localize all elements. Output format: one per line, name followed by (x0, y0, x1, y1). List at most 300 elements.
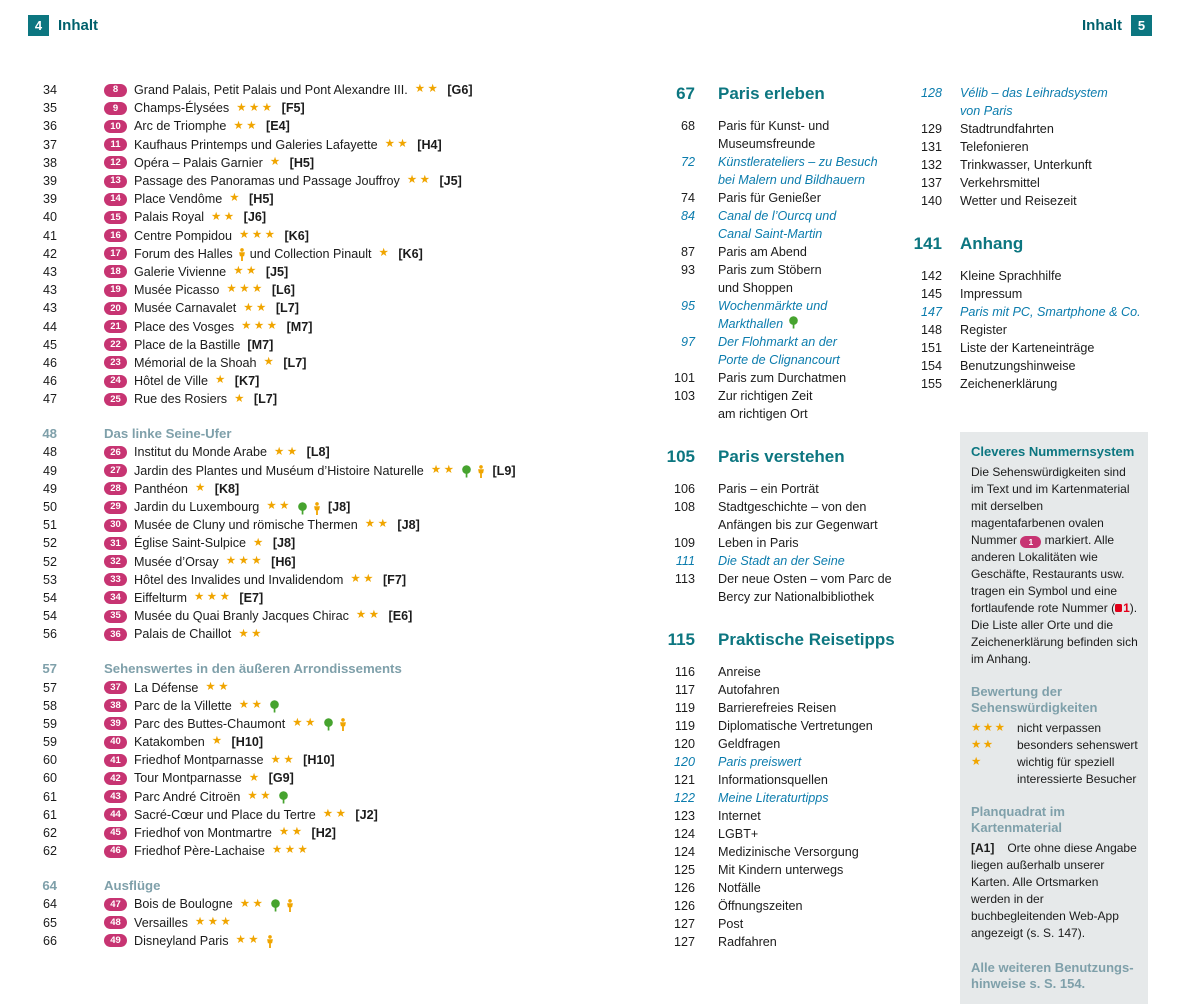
entry-page: 43 (42, 264, 57, 279)
entry-title: Post (718, 917, 744, 931)
toc-entry (35, 697, 660, 715)
entry-page: 43 (42, 301, 57, 316)
chapter-heading (662, 630, 908, 650)
toc-entry (35, 172, 660, 190)
entry-page: 41 (42, 228, 57, 243)
toc-entry (35, 372, 660, 390)
map-grid-ref: [H6] (271, 554, 296, 569)
entry-page: 148 (920, 323, 942, 337)
map-grid-ref: [J2] (355, 807, 378, 822)
entry-title: Der Flohmarkt an der Porte de Clignancourt (718, 335, 840, 367)
entry-page: 124 (673, 827, 695, 841)
sight-number-badge: 13 (104, 175, 127, 188)
right-column (912, 84, 1164, 393)
entry-page: 127 (673, 935, 695, 949)
entry-title: Der neue Osten – vom Parc de Bercy zur Nationalbibliothek (718, 572, 892, 604)
section-heading (35, 876, 660, 895)
entry-title: Centre Pompidou (134, 228, 233, 243)
entry-page: 147 (920, 305, 942, 319)
star-rating: ★ (253, 536, 266, 549)
toc-entry (912, 357, 1164, 375)
entry-page: 131 (920, 140, 942, 154)
map-grid-ref: [H2] (311, 826, 337, 841)
entry-title: Geldfragen (718, 737, 781, 751)
entry-page: 52 (42, 554, 57, 569)
map-grid-ref: [K8] (214, 481, 240, 496)
toc-entry (35, 553, 660, 571)
star-rating: ★ (214, 374, 228, 387)
entry-page: 42 (42, 246, 57, 261)
chapter-title: Anhang (960, 234, 1024, 253)
chapter-title: Paris erleben (718, 84, 825, 103)
entry-title: Parc André Citroën (134, 789, 241, 804)
entry-page: 87 (680, 245, 695, 259)
rating-row (971, 754, 1138, 788)
toc-entry (35, 354, 660, 372)
toc-entry (912, 339, 1164, 357)
park-icon (269, 700, 280, 713)
sight-number-badge: 28 (104, 482, 127, 495)
toc-entry (662, 243, 908, 261)
entry-page: 101 (673, 371, 695, 385)
entry-title: Musée de Cluny und römische Thermen (134, 518, 358, 533)
entry-title: Zur richtigen Zeit am richtigen Ort (718, 389, 813, 421)
map-grid-ref: [L7] (283, 355, 307, 370)
map-grid-ref: [F5] (281, 101, 305, 116)
toc-entry-special (662, 753, 908, 771)
star-rating: ★ (248, 771, 262, 784)
entry-title: Zeichenerklärung (960, 377, 1058, 391)
entry-page: 37 (42, 137, 57, 152)
sight-number-badge: 43 (104, 790, 127, 803)
entry-page: 121 (673, 773, 695, 787)
kids-icon (313, 502, 321, 515)
toc-entry (35, 733, 660, 751)
toc-entry (35, 317, 660, 335)
entry-page: 95 (680, 299, 695, 313)
entry-title: Galerie Vivienne (134, 264, 227, 279)
park-icon (278, 791, 289, 804)
entry-title: Disneyland Paris (134, 933, 229, 948)
entry-title: Place Vendôme (134, 192, 223, 207)
entry-title: Église Saint-Sulpice (134, 536, 247, 551)
toc-entry (35, 769, 660, 787)
entry-page: 116 (674, 665, 695, 679)
sight-number-badge: 26 (104, 446, 127, 459)
red-symbol-icon (1115, 604, 1122, 612)
middle-column (662, 84, 908, 951)
entry-title: Friedhof Montparnasse (134, 753, 264, 768)
entry-page: 40 (42, 210, 57, 225)
page-number-right: 5 (1131, 15, 1152, 36)
toc-entry (662, 369, 908, 387)
toc-entry (662, 663, 908, 681)
toc-entry-special (662, 153, 908, 189)
entry-title: Stadtrundfahrten (960, 122, 1054, 136)
toc-entry (35, 842, 660, 860)
market-icon (788, 316, 799, 329)
star-rating: ★ (269, 156, 283, 169)
rating-label: besonders sehenswert (1017, 738, 1138, 752)
entry-page: 50 (42, 500, 57, 515)
park-icon (323, 718, 334, 731)
entry-title: Hôtel de Ville (134, 374, 208, 389)
entry-title: Kleine Sprachhilfe (960, 269, 1062, 283)
entry-page: 61 (42, 807, 57, 822)
toc-entry-special (912, 84, 1164, 120)
toc-entry (35, 589, 660, 607)
entry-title: Verkehrsmittel (960, 176, 1040, 190)
toc-entry (662, 699, 908, 717)
map-grid-ref: [F7] (382, 572, 407, 587)
toc-entry (35, 245, 660, 263)
toc-entry (35, 788, 660, 806)
entry-title: Palais Royal (134, 210, 204, 225)
star-rating: ★★ (238, 698, 265, 711)
entry-title: Die Stadt an der Seine (718, 554, 845, 568)
entry-title: Wochenmärkte und Markthallen (718, 299, 828, 331)
toc-entry (912, 375, 1164, 393)
entry-title: La Défense (134, 680, 199, 695)
map-grid-ref: [J8] (272, 536, 296, 551)
toc-entry (35, 607, 660, 625)
entry-page: 38 (42, 155, 57, 170)
map-grid-ref: [M7] (286, 319, 313, 334)
entry-page: 46 (42, 374, 57, 389)
toc-entry (35, 824, 660, 842)
map-grid-ref: [J5] (265, 264, 289, 279)
toc-entry (35, 263, 660, 281)
toc-entry (912, 267, 1164, 285)
sight-number-badge: 47 (104, 898, 127, 911)
entry-title: Telefonieren (960, 140, 1029, 154)
entry-page: 59 (42, 735, 57, 750)
entry-page: 48 (42, 445, 57, 460)
map-grid-ref: [J6] (243, 210, 267, 225)
sight-number-badge: 22 (104, 338, 127, 351)
toc-entry (662, 915, 908, 933)
entry-title: Paris zum Durchatmen (718, 371, 847, 385)
section-title: Sehenswertes in den äußeren Arrondissements (104, 661, 402, 677)
toc-entry (35, 336, 660, 354)
entry-page: 120 (673, 755, 695, 769)
grid-ref-example: [A1] (971, 841, 995, 855)
star-rating: ★★ (406, 174, 433, 187)
star-rating: ★★ (414, 83, 441, 96)
star-rating: ★ (211, 735, 225, 748)
entry-title: Wetter und Reisezeit (960, 194, 1077, 208)
sight-number-badge: 41 (104, 754, 127, 767)
entry-page: 49 (42, 481, 57, 496)
entry-page: 145 (920, 287, 942, 301)
sight-number-badge: 20 (104, 302, 127, 315)
entry-page: 62 (42, 826, 57, 841)
entry-title: Bois de Boulogne (134, 897, 233, 912)
entry-page: 54 (42, 590, 57, 605)
entry-page: 39 (42, 192, 57, 207)
star-rating: ★★ (350, 573, 376, 586)
header-title-left: Inhalt (58, 17, 98, 34)
entry-page: 49 (42, 463, 57, 478)
star-rating: ★ (971, 756, 983, 768)
toc-entry (35, 480, 660, 498)
entry-page: 51 (42, 518, 57, 533)
entry-page: 61 (42, 789, 57, 804)
entry-title: Stadtgeschichte – von den Anfängen bis zur Gegenwart (718, 500, 878, 532)
star-rating: ★★ (278, 826, 305, 839)
star-rating: ★ (378, 247, 392, 260)
entry-page: 60 (42, 753, 57, 768)
toc-entry (662, 480, 908, 498)
toc-entry (35, 227, 660, 245)
entry-title: Mémorial de la Shoah (134, 355, 257, 370)
star-rating: ★★ (430, 463, 457, 476)
entry-title: Notfälle (718, 881, 761, 895)
entry-title: Arc de Triomphe (134, 119, 227, 134)
entry-page: 65 (42, 915, 57, 930)
rating-row (971, 737, 1138, 754)
entry-title: Jardin des Plantes und Muséum d’Histoire Naturelle (134, 463, 424, 478)
kids-icon (339, 718, 347, 731)
sight-number-badge: 30 (104, 519, 127, 532)
map-grid-ref: [H5] (289, 155, 315, 170)
toc-entry (662, 534, 908, 552)
toc-entry (35, 190, 660, 208)
star-rating: ★★ (247, 789, 274, 802)
toc-entry (35, 625, 660, 643)
toc-entry (662, 933, 908, 951)
map-grid-ref: [K6] (398, 246, 423, 261)
kids-icon (266, 935, 274, 948)
toc-entry-special (662, 207, 908, 243)
sight-number-badge: 24 (104, 375, 127, 388)
map-grid-ref: [G9] (268, 771, 294, 786)
entry-title: Passage des Panoramas und Passage Jouffroy (134, 174, 400, 189)
entry-title-cont: und Collection Pinault (249, 246, 372, 261)
entry-page: 56 (42, 627, 57, 642)
toc-entry (662, 843, 908, 861)
star-rating: ★★★ (193, 591, 233, 604)
toc-entry (35, 99, 660, 117)
toc-entry (35, 281, 660, 299)
entry-page: 132 (920, 158, 942, 172)
toc-entry (35, 516, 660, 534)
entry-page: 47 (42, 392, 57, 407)
entry-page: 119 (674, 719, 695, 733)
entry-title: Musée Carnavalet (134, 301, 237, 316)
entry-title: Paris für Kunst- und Museumsfreunde (718, 119, 830, 151)
kids-icon (477, 465, 485, 478)
chapter-title: Praktische Reisetipps (718, 630, 895, 649)
entry-title: Mit Kindern unterwegs (718, 863, 844, 877)
entry-title: Medizinische Versorgung (718, 845, 859, 859)
sight-number-badge: 36 (104, 628, 127, 641)
star-rating: ★ (234, 392, 247, 405)
entry-page: 126 (673, 881, 695, 895)
star-rating: ★★★ (241, 319, 280, 332)
entry-page: 60 (42, 771, 57, 786)
star-rating: ★★ (235, 934, 262, 947)
entry-page: 122 (673, 791, 695, 805)
numbering-paragraph: Die Sehenswürdigkeiten sind im Text und im Kartenmaterial mit derselben magentafarbenen ovalen Nummer 1 markiert. Alle anderen Lokalitäten wie Geschäfte, Restaurants usw. tragen ein Symbol und eine fortlaufende rote Nummer ( 1). Die Liste aller Orte und die Zeichenerklärung befinden sich im Anhang. (971, 465, 1138, 666)
entry-page: 66 (42, 933, 57, 948)
sight-number-badge: 16 (104, 229, 127, 242)
entry-title: Vélib – das Leihradsystem von Paris (960, 86, 1108, 118)
usage-info-box (960, 432, 1148, 1004)
toc-entry (912, 156, 1164, 174)
toc-entry (662, 897, 908, 915)
star-rating: ★★★ (226, 283, 265, 296)
map-grid-ref: [H10] (303, 753, 335, 768)
entry-title: Benutzungshinweise (960, 359, 1076, 373)
info-heading-numbering: Cleveres Nummernsystem (971, 444, 1135, 459)
star-rating: ★★★ (194, 915, 234, 928)
toc-entry (35, 571, 660, 589)
map-grid-ref: [H4] (417, 137, 442, 152)
star-rating: ★★★ (239, 228, 278, 241)
entry-page: 120 (673, 737, 695, 751)
sight-number-badge: 27 (104, 464, 127, 477)
entry-title: Öffnungszeiten (718, 899, 803, 913)
map-grid-ref: [J8] (327, 500, 351, 515)
toc-entry (35, 462, 660, 480)
entry-title: Parc de la Villette (134, 698, 232, 713)
map-grid-ref: [E7] (239, 590, 264, 605)
sight-number-badge: 17 (104, 247, 127, 260)
toc-entry (912, 174, 1164, 192)
entry-title: Champs-Élysées (134, 101, 230, 116)
chapter-heading (662, 84, 908, 104)
entry-title: Barrierefreies Reisen (718, 701, 837, 715)
map-grid-ref: [J5] (439, 174, 462, 189)
toc-entry-special (662, 297, 908, 333)
chapter-page: 141 (913, 234, 942, 253)
page-header-left (28, 15, 98, 36)
entry-page: 64 (42, 897, 57, 912)
toc-entry-special (662, 552, 908, 570)
entry-title: Register (960, 323, 1007, 337)
toc-entry (35, 751, 660, 769)
entry-title: Rue des Rosiers (134, 392, 228, 407)
star-rating: ★★ (238, 627, 264, 640)
entry-page: 151 (920, 341, 942, 355)
entry-title: Paris zum Stöbern und Shoppen (718, 263, 822, 295)
toc-entry (35, 390, 660, 408)
entry-page: 126 (673, 899, 695, 913)
entry-page: 44 (42, 319, 57, 334)
toc-entry-special (662, 333, 908, 369)
entry-title: Paris mit PC, Smartphone & Co. (960, 305, 1141, 319)
entry-title: Diplomatische Vertretungen (718, 719, 873, 733)
entry-page: 52 (42, 536, 57, 551)
entry-page: 68 (680, 119, 695, 133)
star-rating: ★★ (270, 753, 297, 766)
entry-page: 103 (673, 389, 695, 403)
star-rating: ★★★ (236, 101, 275, 114)
sight-number-badge: 37 (104, 681, 127, 694)
sight-number-badge: 9 (104, 102, 127, 115)
sight-number-badge: 38 (104, 699, 127, 712)
entry-title: Meine Literaturtipps (718, 791, 829, 805)
entry-page: 72 (680, 155, 695, 169)
chapter-title: Paris verstehen (718, 447, 845, 466)
sight-number-badge: 1 (1020, 536, 1041, 548)
star-rating: ★★★ (271, 844, 311, 857)
entry-page: 128 (920, 86, 942, 100)
entry-page: 154 (920, 359, 942, 373)
entry-title: Leben in Paris (718, 536, 799, 550)
entry-title: Eiffelturm (134, 590, 187, 605)
sight-number-badge: 25 (104, 393, 127, 406)
chapter-page: 67 (676, 84, 695, 103)
entry-title: Versailles (134, 915, 188, 930)
entry-title: Musée du Quai Branly Jacques Chirac (134, 609, 349, 624)
chapter-heading (912, 234, 1164, 254)
entry-title: Parc des Buttes-Chaumont (134, 716, 286, 731)
entry-page: 58 (42, 698, 57, 713)
entry-title: Place de la Bastille (134, 337, 241, 352)
entry-page: 127 (673, 917, 695, 931)
star-rating: ★★ (233, 119, 260, 132)
page-number-left: 4 (28, 15, 49, 36)
section-page: 64 (42, 878, 57, 894)
entry-page: 106 (673, 482, 695, 496)
sight-number-badge: 39 (104, 717, 127, 730)
toc-entry (35, 498, 660, 516)
sight-number-badge: 31 (104, 537, 127, 550)
star-rating: ★★ (211, 210, 237, 223)
toc-entry-special (912, 303, 1164, 321)
toc-entry (662, 117, 908, 153)
entry-page: 59 (42, 716, 57, 731)
section-heading (35, 424, 660, 443)
park-icon (461, 465, 472, 478)
entry-page: 35 (42, 101, 57, 116)
entry-title: Tour Montparnasse (134, 771, 242, 786)
star-rating: ★★ (274, 445, 300, 458)
toc-entry (662, 387, 908, 423)
entry-title: Friedhof von Montmartre (134, 826, 272, 841)
star-rating: ★★★ (225, 554, 265, 567)
entry-page: 155 (920, 377, 942, 391)
map-grid-ref: [L9] (492, 463, 516, 478)
entry-page: 45 (42, 337, 57, 352)
map-grid-ref: [L6] (271, 283, 295, 298)
map-grid-ref: [K7] (234, 374, 260, 389)
entry-title: Grand Palais, Petit Palais und Pont Alexandre III. (134, 83, 408, 98)
sight-number-badge: 15 (104, 211, 127, 224)
entry-page: 39 (42, 174, 57, 189)
section-page: 57 (42, 661, 57, 677)
toc-entry (662, 261, 908, 297)
entry-page: 129 (920, 122, 942, 136)
sight-number-badge: 34 (104, 591, 127, 604)
sight-number-badge: 42 (104, 772, 127, 785)
sight-number-badge: 14 (104, 193, 127, 206)
toc-entry (35, 678, 660, 696)
star-rating: ★★ (384, 137, 411, 150)
page-header-right (1082, 15, 1152, 36)
toc-entry-special (662, 789, 908, 807)
entry-page: 123 (673, 809, 695, 823)
sight-number-badge: 46 (104, 845, 127, 858)
entry-title: Institut du Monde Arabe (134, 445, 268, 460)
entry-page: 93 (680, 263, 695, 277)
info-heading-rating: Bewertung der Sehenswürdigkeiten (971, 684, 1098, 715)
toc-entry (35, 299, 660, 317)
entry-title: Impressum (960, 287, 1023, 301)
map-grid-ref: [L7] (275, 301, 299, 316)
